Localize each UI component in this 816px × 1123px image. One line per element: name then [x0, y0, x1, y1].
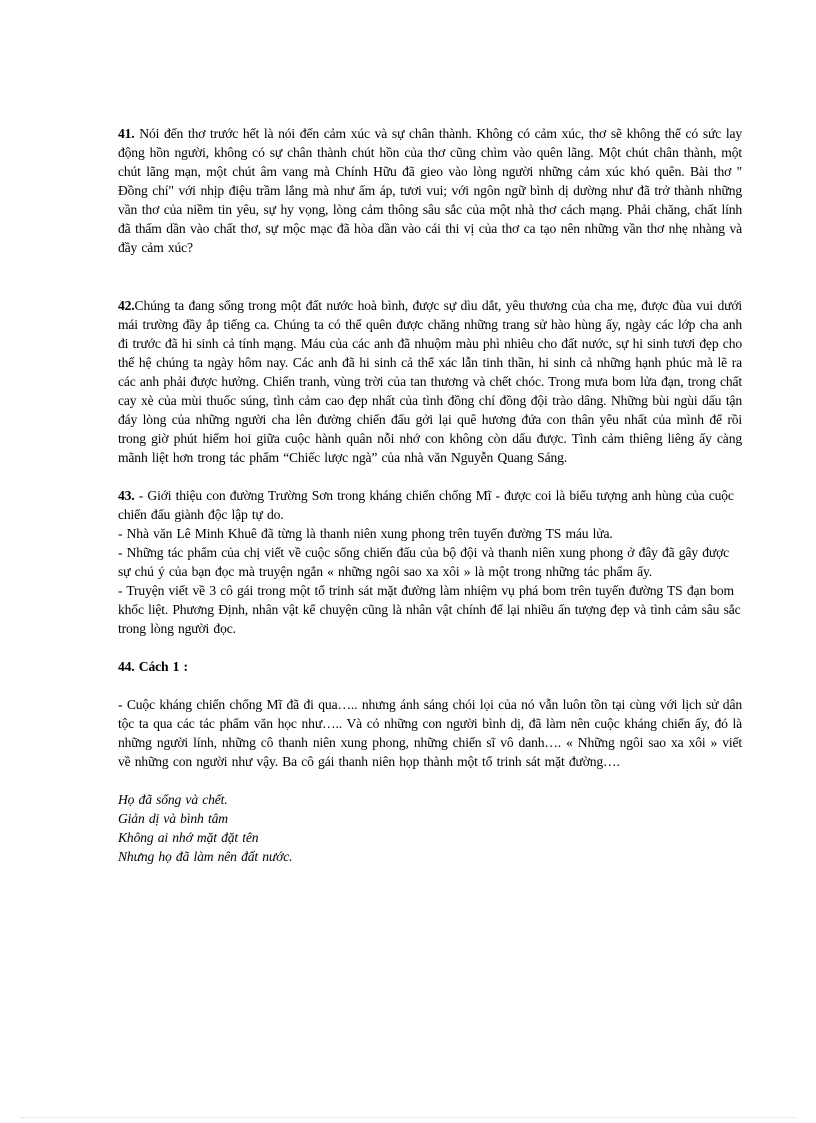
heading-44: 44. Cách 1 :: [118, 659, 188, 674]
document-page: [118, 124, 742, 866]
paragraph-41-text: Nói đến thơ trước hết là nói đến cảm xúc và sự chân thành. Không có cảm xúc, thơ sẽ không thể có sức lay động hồn người, không có sự chân thành chút hồn của thơ cũng chìm vào quên lãng. Một chút chân thành, một chút lãng mạn, một chút âm vang mà Chính Hữu đã gieo vào lòng người những cảm xúc khó quên. Bài thơ " Đồng chí" với nhịp điệu trầm lắng mà như ấm áp, tươi vui; với ngôn ngữ bình dị dường như đã trở thành những vần thơ của niềm tin yêu, sự hy vọng, lòng cảm thông sâu sắc của một nhà thơ cách mạng. Phải chăng, chất lính đã thấm dần vào chất thơ, sự mộc mạc đã hòa dần vào cái thi vị của thơ ca tạo nên những vần thơ nhẹ nhàng và đầy cảm xúc?: [118, 126, 742, 255]
paragraph-44: - Cuộc kháng chiến chống Mĩ đã đi qua….. nhưng ánh sáng chói lọi của nó vẫn luôn tồn tại cùng với lịch sử dân tộc ta qua các tác phẩm văn học như….. Và có những con người bình dị, đã làm nên cuộc kháng chiến ấy, đó là những người lính, những cô thanh niên xung phong, những chiến sĩ vô danh…. « Những ngôi sao xa xôi » viết về những con người như vậy. Ba cô gái thanh niên họp thành một tổ trinh sát mặt đường….: [118, 697, 742, 769]
poem-line-1: Họ đã sống và chết.: [118, 792, 228, 807]
paragraph-42-text: Chúng ta đang sống trong một đất nước hoà bình, được sự dìu dắt, yêu thương của cha mẹ, được đùa vui dưới mái trường đầy ắp tiếng ca. Chúng ta có thể quên được chăng những trang sử hào hùng ấy, ngày các lớp cha anh đi trước đã hi sinh cả tính mạng. Máu của các anh đã nhuộm màu phì nhiêu cho đất nước, sự hi sinh tươi đẹp cho thế hệ chúng ta ngày hôm nay. Các anh đã hi sinh cả thể xác lẫn tinh thần, hi sinh cả những hạnh phúc mà lẽ ra các anh phải được hưởng. Chiến tranh, vùng trời của tan thương và chết chóc. Trong mưa bom lửa đạn, trong chất cay xè của mùi thuốc súng, tình cảm cao đẹp nhất của tình đồng chí đồng đội trào dâng. Những bùi ngùi dấu tận đáy lòng của những người cha lên đường chiến đấu gởi lại quê hương đứa con thân yêu nhất của mình để rồi trong giờ phút hiểm hoi giữa cuộc hành quân nỗi nhớ con không còn dấu được. Tình cảm thiêng liêng ấy càng mãnh liệt hơn trong tác phẩm “Chiếc lược ngà” của nhà văn Nguyễn Quang Sáng.: [118, 298, 742, 465]
paragraph-43-line-4: - Truyện viết về 3 cô gái trong một tổ trinh sát mặt đường làm nhiệm vụ phá bom trên tuyến đường TS đạn bom khốc liệt. Phương Định, nhân vật kể chuyện cũng là nhân vật chính để lại nhiều ấn tượng đẹp và tình cảm sâu sắc trong lòng người đọc.: [118, 583, 741, 636]
paragraph-43-line-2: - Nhà văn Lê Minh Khuê đã từng là thanh niên xung phong trên tuyến đường TS máu lửa.: [118, 526, 613, 541]
paragraph-42: [118, 296, 742, 467]
paragraph-43-line-1-text: - Giới thiệu con đường Trường Sơn trong kháng chiến chống Mĩ - được coi là biểu tượng anh hùng của cuộc chiến đấu giành độc lập tự do.: [118, 488, 734, 522]
paragraph-43-line-1: [118, 486, 742, 524]
page-bottom-divider: [20, 1117, 796, 1118]
poem-line-3: Không ai nhớ mặt đặt tên: [118, 830, 259, 845]
poem-line-4: Nhưng họ đã làm nên đất nước.: [118, 849, 293, 864]
paragraph-43-line-3: - Những tác phẩm của chị viết về cuộc sống chiến đấu của bộ đội và thanh niên xung phong ở đây đã gây được sự chú ý của bạn đọc mà truyện ngắn « những ngôi sao xa xôi » là một trong những tác phẩm ấy.: [118, 545, 729, 579]
question-number-42: 42.: [118, 298, 135, 313]
paragraph-43: [118, 486, 742, 638]
paragraph-41: [118, 124, 742, 257]
question-number-43: 43.: [118, 488, 135, 503]
poem-line-2: Giản dị và bình tâm: [118, 811, 228, 826]
poem: [118, 790, 742, 866]
question-number-41: 41.: [118, 126, 135, 141]
